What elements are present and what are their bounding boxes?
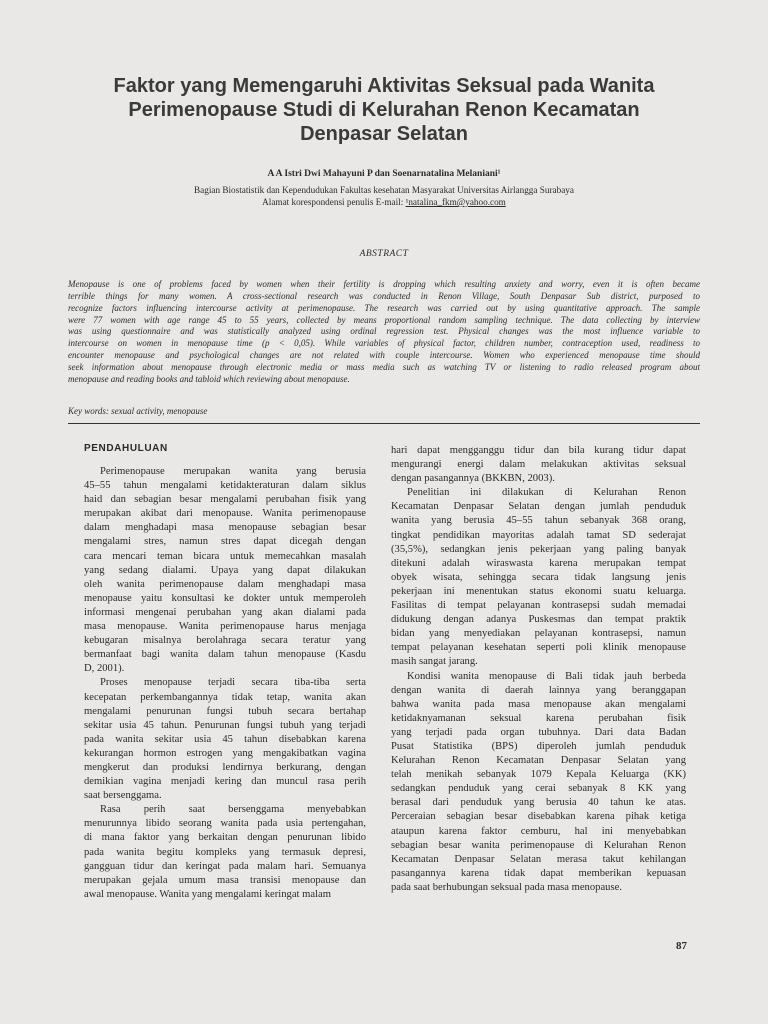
- title-line: Denpasar Selatan: [300, 123, 468, 145]
- text-line: dengan wanita di daerah lainnya yang beranggapan: [391, 684, 686, 696]
- text-line: recognize factors influencing intercourse activity at perimenopause. The research was carried out by using quantitative approach. The sample: [68, 302, 700, 313]
- text-line: pada saat berhubungan seksual pada masa menopause.: [391, 881, 622, 893]
- section-divider: [68, 423, 700, 424]
- text-line: tingkat pendidikan mayoritas adalah tamat SD sederajat: [391, 529, 686, 541]
- text-line: wanita yang berusia 45–55 tahun sebanyak 368 orang,: [391, 515, 686, 527]
- text-line: saat bersenggama.: [84, 790, 162, 802]
- text-line: terrible things for many women. A cross-sectional research was conducted in Renon Village, South Denpasar Sub district, purposed to: [68, 290, 700, 301]
- text-line: intercourse on women in menopause time (p < 0,05). While variables of physical factor, children number, contraception used, readiness to: [68, 338, 700, 349]
- section-heading: PENDAHULUAN: [84, 443, 168, 454]
- text-line: Kondisi wanita menopause di Bali tidak jauh berbeda: [407, 670, 686, 682]
- text-line: yang sedang dialami. Upaya yang dapat dilakukan: [84, 564, 366, 576]
- text-line: awal menopause. Wanita yang mengalami keringat malam: [84, 888, 331, 900]
- text-line: bermanfaat bagi wanita dalam tahun menopause (Kasdu: [84, 649, 366, 661]
- left-column: [84, 465, 366, 902]
- text-line: bidan yang menyediakan pelayanan kontrasepsi, namun: [391, 628, 686, 640]
- text-line: dengan pasangannya (BKKBN, 2003).: [391, 473, 555, 485]
- text-line: mengalami stres, namun stres dapat dicegah dengan: [84, 536, 366, 548]
- text-line: haid dan sebagian besar mengalami perubahan fisik yang: [84, 494, 366, 506]
- text-line: pada wanita begitu kompleks yang termasuk depresi,: [84, 846, 366, 858]
- text-line: sekitar usia 45 tahun. Penurunan fungsi tubuh yang terjadi: [84, 719, 366, 731]
- text-line: 45–55 tahun mengalami ketidakteraturan dalam siklus: [84, 480, 366, 492]
- text-line: pada wanita sekitar usia 45 tahun disebabkan karena: [84, 733, 366, 745]
- text-line: cara mencari teman bicara untuk memecahkan masalah: [84, 550, 366, 562]
- text-line: D, 2001).: [84, 663, 125, 675]
- text-line: Perimenopause merupakan wanita yang berusia: [100, 466, 366, 477]
- text-line: sebagian besar wanita perimenopause di Kelurahan Renon: [391, 839, 686, 851]
- text-line: bahwa wanita pada masa menopause akan mengalami: [391, 698, 686, 710]
- text-line: demikian vagina menjadi kering dan muncul rasa perih: [84, 776, 366, 788]
- text-line: merupakan gejala umum masa transisi menopause dan: [84, 874, 366, 886]
- text-line: oleh wanita perimenopause dalam menghadapi masa: [84, 578, 366, 590]
- text-line: ditekuni adalah wiraswasta karena merupakan tempat: [391, 557, 686, 569]
- text-line: merupakan akibat dari menopause. Wanita perimenopause: [84, 508, 366, 520]
- text-line: dalam menghadapi masa menopause sebagian besar: [84, 522, 366, 534]
- text-line: pasangannya karena tidak dapat memberikan kepuasan: [391, 867, 686, 879]
- text-line: telah menikah sebanyak 1079 Kepala Keluarga (KK): [391, 769, 686, 781]
- page-number: 87: [676, 940, 687, 952]
- text-line: informasi mengenai perubahan yang akan dialami pada: [84, 606, 366, 618]
- text-line: Rasa perih saat bersenggama menyebabkan: [100, 804, 366, 816]
- correspondence-label: Alamat korespondensi penulis E-mail:: [262, 197, 406, 207]
- text-line: Proses menopause terjadi secara tiba-tiba serta: [100, 677, 366, 689]
- text-line: di mana faktor yang berkaitan dengan penurunan libido: [84, 832, 366, 844]
- text-line: masa menopause. Wanita perimenopause harus menjaga: [84, 621, 366, 633]
- text-line: sedangkan penduduk yang cerai sebanyak 8 KK yang: [391, 783, 686, 795]
- text-line: (35,5%), sedangkan jenis pekerjaan yang paling banyak: [391, 543, 686, 555]
- text-line: mengurangi energi dalam melakukan aktivitas seksual: [391, 459, 686, 471]
- title-line: Perimenopause Studi di Kelurahan Renon Kecamatan: [128, 99, 640, 121]
- text-line: Perceraian sebagian besar disebabkan karena pihak ketiga: [391, 811, 686, 823]
- text-line: were 77 women with age range 45 to 55 years, collected by means proportional random sampling technique. The data collecting by interview: [68, 314, 700, 325]
- text-line: tempat pelayanan kesehatan seperti poli klinik menopause: [391, 642, 686, 654]
- text-line: seek information about menopause through electronic media or mass media such as watching TV or listening to radio released program about: [68, 361, 700, 372]
- correspondence: [60, 196, 708, 208]
- title-line: Faktor yang Memengaruhi Aktivitas Seksual pada Wanita: [113, 75, 655, 97]
- text-line: Penelitian ini dilakukan di Kelurahan Renon: [407, 487, 686, 499]
- affiliation: Bagian Biostatistik dan Kependudukan Fakultas kesehatan Masyarakat Universitas Airlangga Surabaya: [194, 185, 574, 195]
- text-line: Menopause is one of problems faced by women when their fertility is dropping which resulting anxiety and worry, even it is often became: [68, 279, 700, 289]
- abstract-body: [68, 279, 700, 386]
- text-line: yang terjadi pada organ tubuhnya. Dari data Badan: [391, 726, 686, 738]
- text-line: mengalami penurunan fungsi tubuh secara bertahap: [84, 705, 366, 717]
- text-line: menurunnya libido seorang wanita pada usia pertengahan,: [84, 818, 366, 830]
- text-line: mengkerut dan produksi lendirnya berkurang, dengan: [84, 761, 366, 773]
- text-line: berasal dari penduduk yang berusia 40 tahun ke atas.: [391, 797, 686, 809]
- abstract-heading: ABSTRACT: [359, 249, 409, 259]
- text-line: masih sangat jarang.: [391, 656, 478, 668]
- text-line: encounter menopause and psychological changes are not related with couple intercourse. Women who experienced menopause time should: [68, 350, 700, 361]
- text-line: Kecamatan Denpasar Selatan merasa takut kehilangan: [391, 853, 686, 865]
- text-line: kebugaran misalnya berolahraga secara teratur yang: [84, 635, 366, 647]
- text-line: hari dapat mengganggu tidur dan bila kurang tidur dapat: [391, 445, 686, 456]
- text-line: pekerjaan ini menentukan status ekonomi suatu keluarga.: [391, 585, 686, 597]
- text-line: was using questionnaire and was statistically analyzed using ordinal regression test. Physical changes was the most influence variable to: [68, 326, 700, 337]
- text-line: Kecamatan Denpasar Selatan dengan jumlah penduduk: [391, 501, 686, 513]
- text-line: ataupun karena faktor cemburu, hal ini menyebabkan: [391, 825, 686, 837]
- text-line: Fasilitas di tempat pelayanan kontrasepsi sudah memadai: [391, 600, 686, 612]
- authors: A A Istri Dwi Mahayuni P dan Soenarnatalina Melaniani¹: [267, 169, 501, 179]
- text-line: gangguan tidur dan keringat pada malam hari. Semuanya: [84, 860, 366, 872]
- right-column: [391, 444, 686, 895]
- text-line: ketidaknyamanan seksual karena perubahan fisik: [391, 712, 686, 724]
- text-line: Pusat Statistika (BPS) diperoleh jumlah penduduk: [391, 740, 686, 752]
- text-line: Kelurahan Renon Kecamatan Denpasar Selatan yang: [391, 755, 686, 767]
- text-line: didukung dengan adanya Puskesmas dan tempat praktik: [391, 614, 686, 626]
- text-line: menopause and reading books and tabloid which reviewing about menopause.: [68, 373, 350, 384]
- email-link[interactable]: ¹natalina_fkm@yahoo.com: [405, 197, 506, 207]
- text-line: kecepatan perkembangannya tidak tetap, wanita akan: [84, 691, 366, 703]
- text-line: obyek wisata, sehingga secara tidak langsung jenis: [391, 571, 686, 583]
- article-title: [60, 74, 708, 146]
- affiliation-block: [60, 184, 708, 208]
- text-line: kekurangan hormon estrogen yang mengakibatkan vagina: [84, 747, 366, 759]
- text-line: menopause yaitu konsultasi ke dokter untuk memperoleh: [84, 592, 366, 604]
- keywords: Key words: sexual activity, menopause: [68, 406, 208, 416]
